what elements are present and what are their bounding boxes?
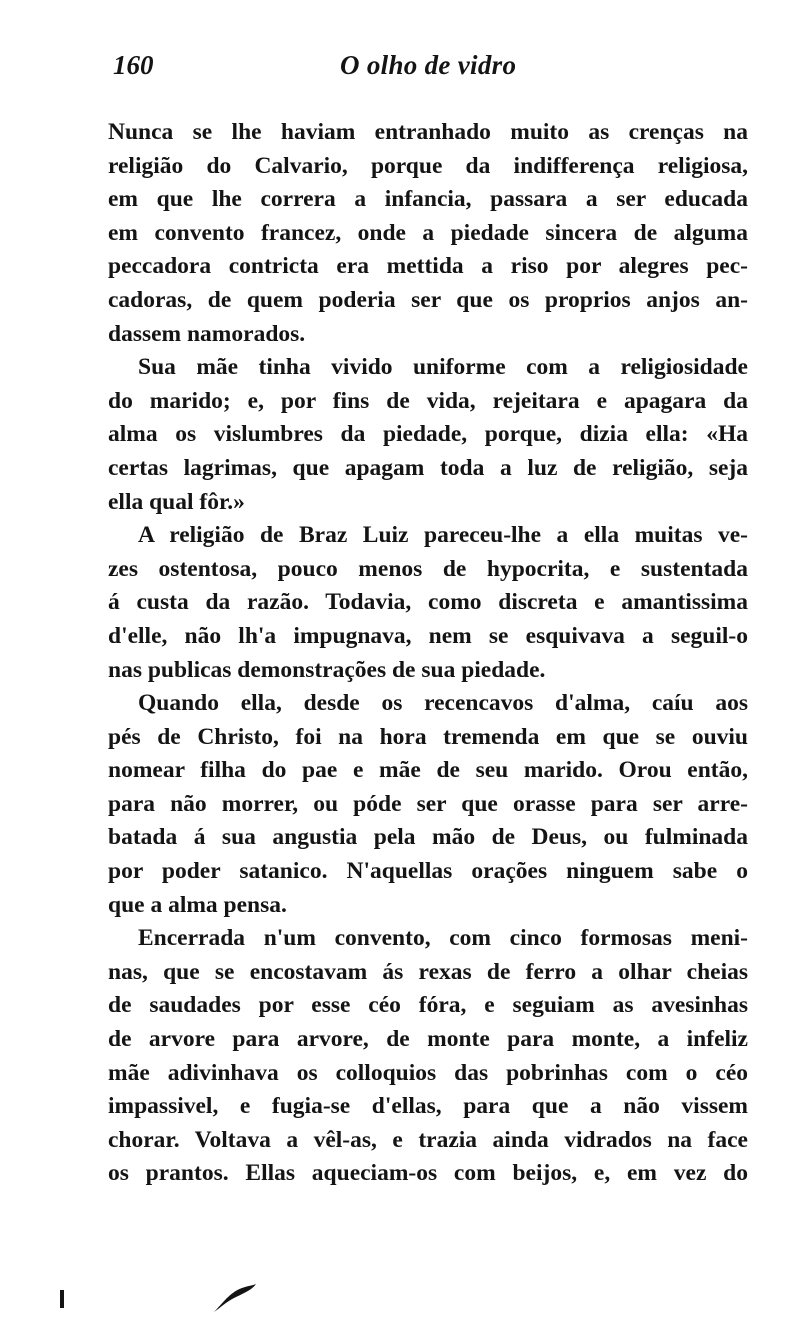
margin-ink-mark [60,1290,64,1308]
ink-stroke-mark [212,1282,258,1314]
text-line: para não morrer, ou póde ser que orasse para ser arre- [108,790,748,817]
text-line: pés de Christo, foi na hora tremenda em que se ouviu [108,723,748,750]
text-line: zes ostentosa, pouco menos de hypocrita, e sustentada [108,555,748,582]
text-line: do marido; e, por fins de vida, rejeitara e apagara da [108,387,748,414]
text-line: á custa da razão. Todavia, como discreta e amantissima [108,589,748,616]
page-number: 160 [113,50,154,80]
text-line: Quando ella, desde os recencavos d'alma, caíu aos [138,690,748,717]
body-text [108,116,748,1191]
text-line: certas lagrimas, que apagam toda a luz de religião, seja [108,454,748,481]
text-line: A religião de Braz Luiz pareceu-lhe a ella muitas ve- [138,522,748,549]
text-line: cadoras, de quem poderia ser que os proprios anjos an- [108,286,748,313]
text-line: que a alma pensa. [108,891,287,918]
text-line: d'elle, não lh'a impugnava, nem se esquivava a seguil-o [108,622,748,649]
running-title: O olho de vidro [340,50,517,80]
text-line: batada á sua angustia pela mão de Deus, ou fulminada [108,824,748,851]
page-header [0,50,800,94]
text-line: em que lhe correra a infancia, passara a ser educada [108,186,748,213]
text-line: chorar. Voltava a vêl-as, e trazia ainda vidrados na face [108,1126,748,1153]
text-line: religião do Calvario, porque da indifferença religiosa, [108,152,748,179]
text-line: Encerrada n'um convento, com cinco formosas meni- [138,925,748,952]
text-line: nomear filha do pae e mãe de seu marido. Orou então, [108,757,748,784]
text-line: peccadora contricta era mettida a riso por alegres pec- [108,253,748,280]
text-line: ella qual fôr.» [108,488,245,515]
text-line: nas, que se encostavam ás rexas de ferro a olhar cheias [108,958,748,985]
text-line: Nunca se lhe haviam entranhado muito as crenças na [108,119,748,145]
text-line: alma os vislumbres da piedade, porque, dizia ella: «Ha [108,421,748,448]
text-line: de saudades por esse céo fóra, e seguiam as avesinhas [108,992,748,1019]
text-line: nas publicas demonstrações de sua piedade. [108,656,546,683]
text-line: em convento francez, onde a piedade sincera de alguma [108,219,748,246]
text-line: mãe adivinhava os colloquios das pobrinhas com o céo [108,1059,748,1086]
text-line: os prantos. Ellas aqueciam-os com beijos, e, em vez do [108,1160,748,1187]
text-line: impassivel, e fugia-se d'ellas, para que a não vissem [108,1093,748,1120]
text-line: por poder satanico. N'aquellas orações ninguem sabe o [108,858,748,885]
text-line: de arvore para arvore, de monte para monte, a infeliz [108,1026,748,1053]
text-line: Sua mãe tinha vivido uniforme com a religiosidade [138,354,748,381]
text-line: dassem namorados. [108,320,306,347]
